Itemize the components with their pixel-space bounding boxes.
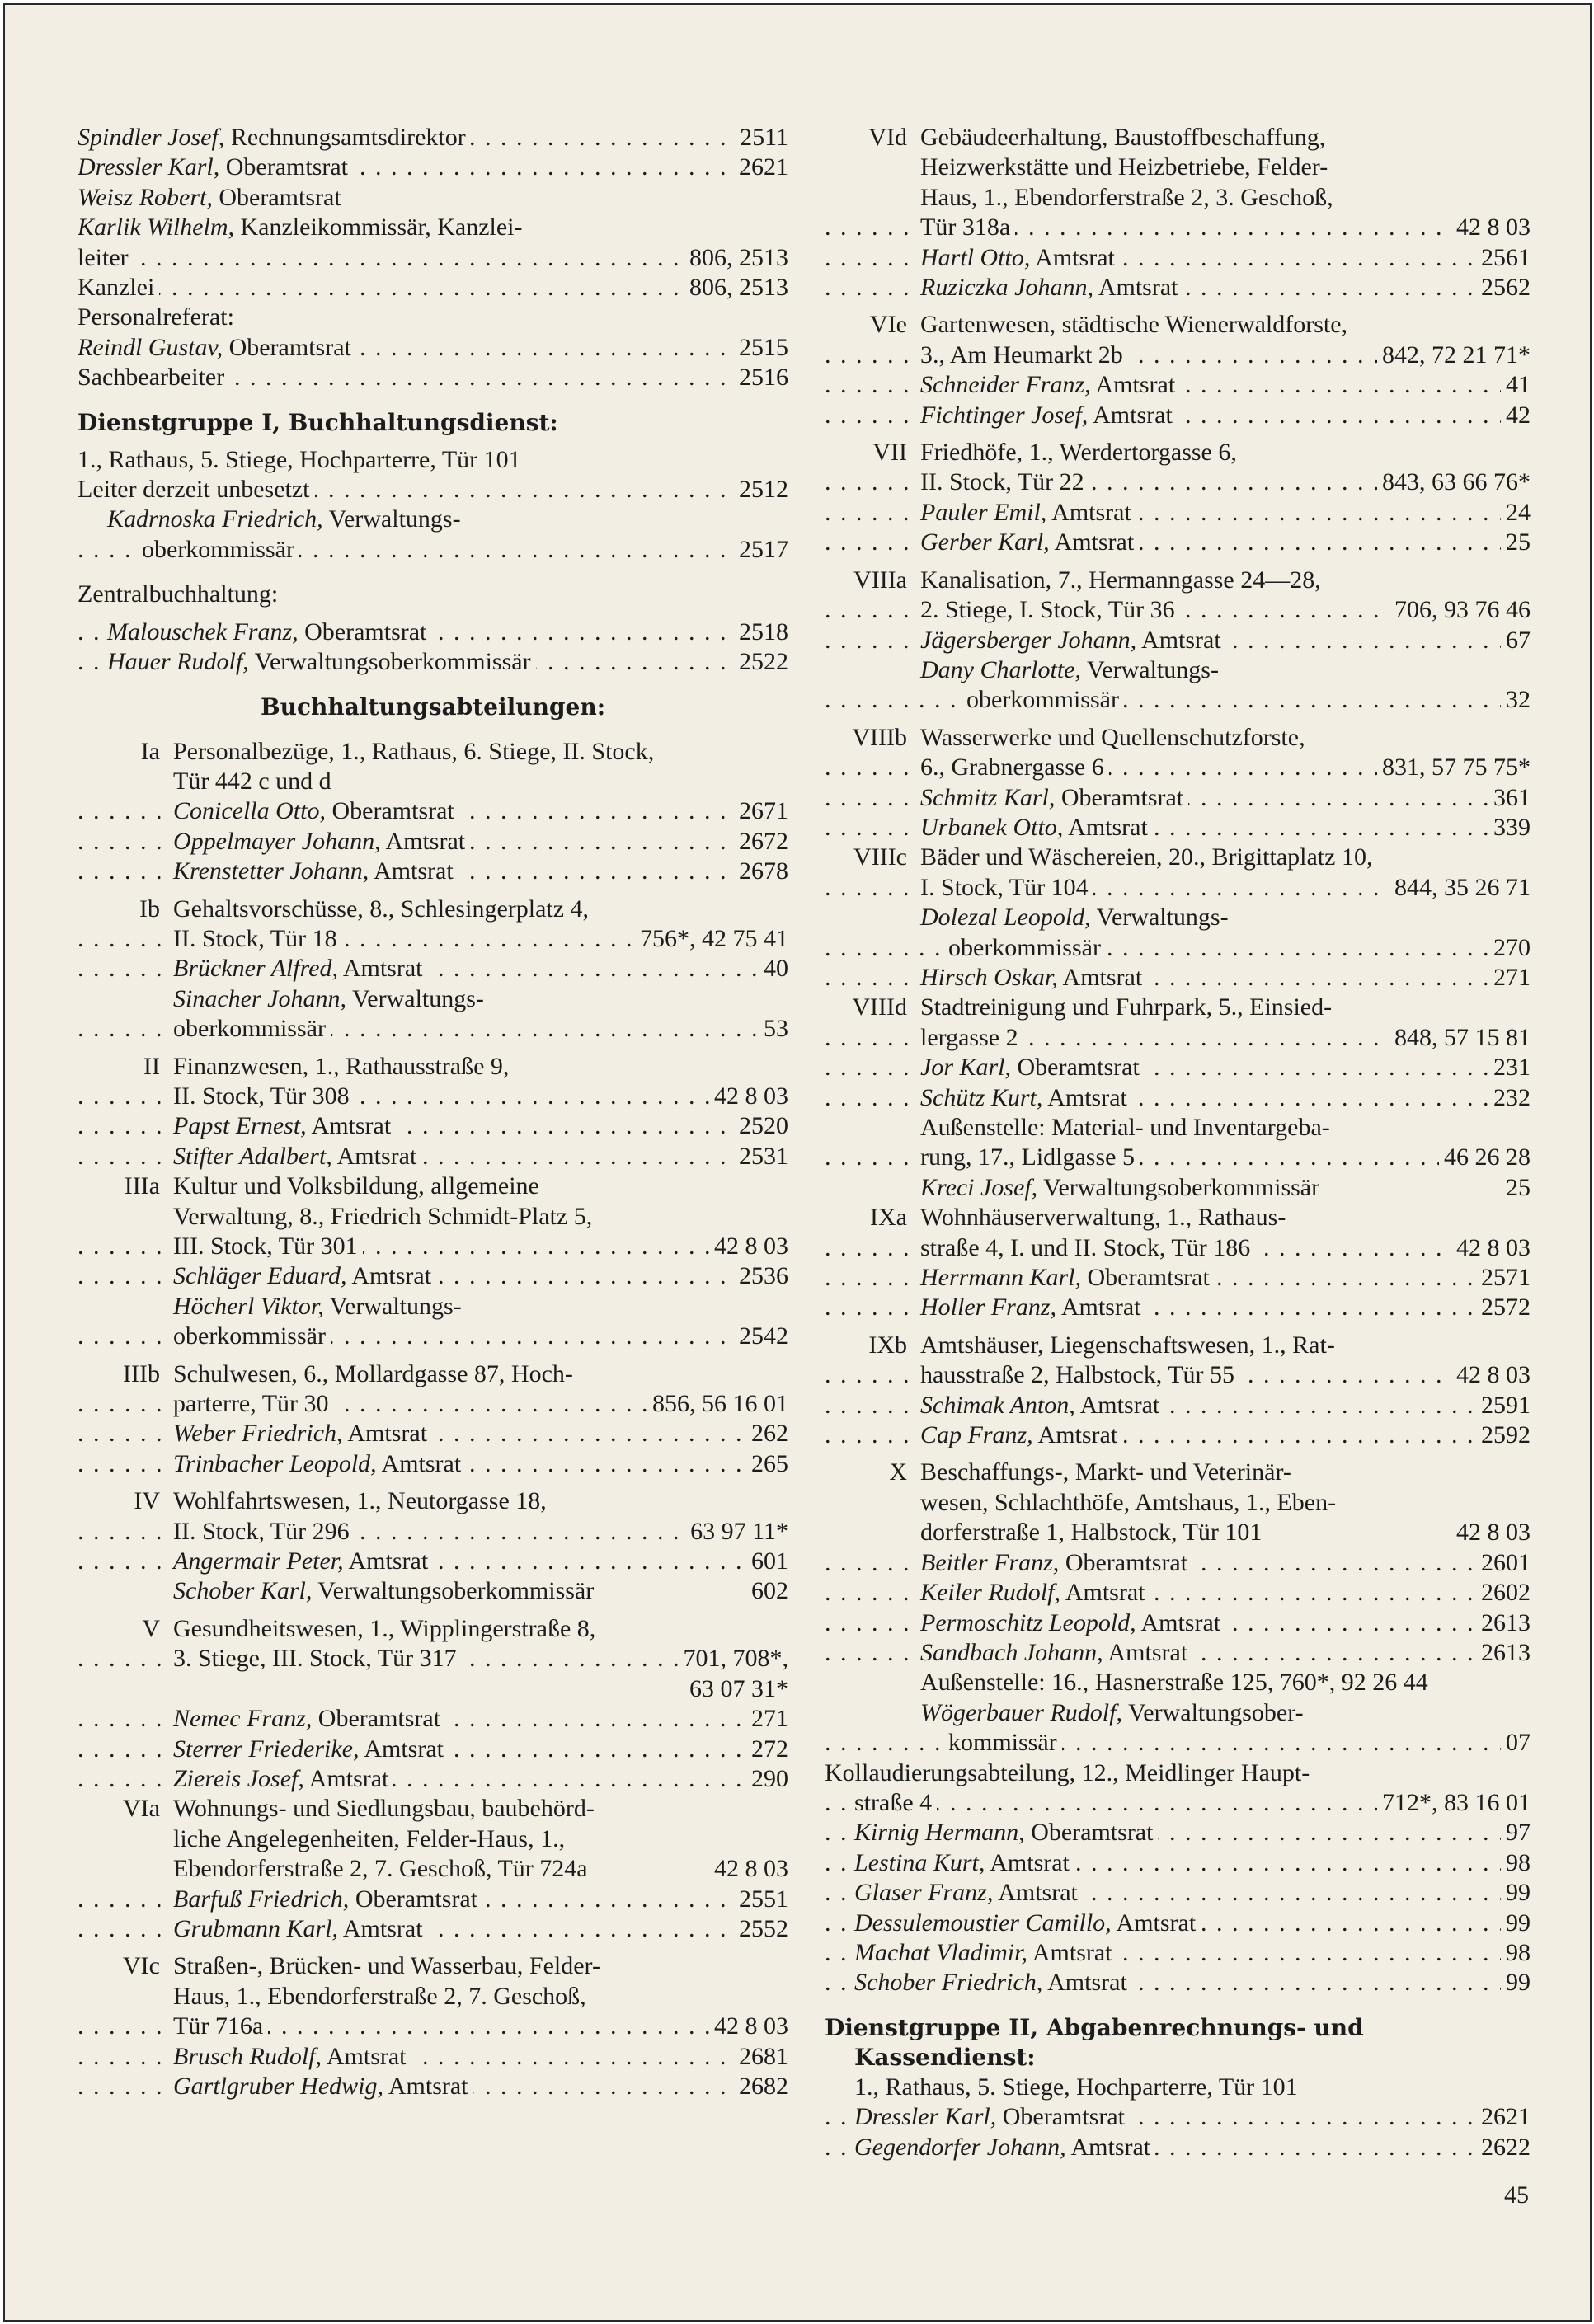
entry-line: Kanzlei 806, 2513 . . .: [78, 273, 788, 303]
department-ib: [78, 894, 788, 1045]
entry-line: Gerber Karl, Amtsrat 25 . . .: [825, 528, 1531, 557]
entry-line: Schmitz Karl, Oberamtsrat 361 . . .: [825, 783, 1531, 813]
entry-line: Cap Franz, Amtsrat 2592 . . .: [825, 1420, 1531, 1450]
entry-line: Gebäudeerhaltung, Baustoffbeschaffung,: [825, 123, 1531, 153]
department-code: IXb: [868, 1331, 907, 1359]
entry-line: 3. Stiege, III. Stock, Tür 317 701, 708*, . . .: [78, 1644, 788, 1674]
entry-line: straße 4, I. und II. Stock, Tür 186 42 8 03 . . .: [825, 1233, 1531, 1263]
department-code: VIIIb: [852, 723, 907, 751]
entry-line: lergasse 2 848, 57 15 81 . . .: [825, 1023, 1531, 1053]
section-heading: Kassendienst:: [854, 2043, 1036, 2071]
entry-line: Keiler Rudolf, Amtsrat 2602 . . .: [825, 1578, 1531, 1608]
entry-line: Außenstelle: Material- und Inventargeba-: [825, 1113, 1531, 1143]
department-code: IIIa: [124, 1172, 160, 1200]
department-iiia: [78, 1171, 788, 1351]
entry-line: Bäder und Wäschereien, 20., Brigittaplatz 10,: [825, 843, 1531, 872]
department-code: X: [889, 1458, 907, 1486]
entry-line: Spindler Josef, Rechnungsamtsdirektor 2511 . . .: [78, 123, 788, 153]
entry-line: Tür 318a 42 8 03 . . .: [825, 213, 1531, 242]
entry-line: Malouschek Franz, Oberamtsrat 2518 . . .: [78, 617, 788, 647]
entry-line: oberkommissär 53 . . .: [78, 1014, 788, 1044]
entry-line: Nemec Franz, Oberamtsrat 271 . . .: [78, 1704, 788, 1734]
department-code: Ib: [139, 894, 160, 923]
entry-line: Urbanek Otto, Amtsrat 339 . . .: [825, 813, 1531, 843]
entry-line: 2. Stiege, I. Stock, Tür 36 706, 93 76 46 . . .: [825, 595, 1531, 625]
department-vii: [825, 438, 1531, 558]
entry-line: III. Stock, Tür 301 42 8 03 . . .: [78, 1232, 788, 1261]
entry-line: Kultur und Volksbildung, allgemeine: [78, 1171, 788, 1201]
department-code: VII: [872, 439, 907, 467]
section-heading: Dienstgruppe II, Abgabenrechnungs- und: [825, 2013, 1364, 2041]
entry-line: Brückner Alfred, Amtsrat 40 . . .: [78, 954, 788, 984]
entry-line: 6., Grabnergasse 6 831, 57 75 75* . . .: [825, 753, 1531, 782]
department-ia: [78, 737, 788, 887]
entry-line: straße 4 712*, 83 16 01 . . .: [825, 1788, 1531, 1818]
entry-line: Fichtinger Josef, Amtsrat 42 . . .: [825, 401, 1531, 430]
entry-line: hausstraße 2, Halbstock, Tür 55 42 8 03 . . .: [825, 1360, 1531, 1390]
entry-line: Krenstetter Johann, Amtsrat 2678 . . .: [78, 857, 788, 886]
entry-line: Verwaltung, 8., Friedrich Schmidt-Platz 5,: [78, 1202, 788, 1232]
section-heading: Dienstgruppe I, Buchhaltungsdienst:: [78, 408, 558, 436]
entry-line: Höcherl Viktor, Verwaltungs-: [78, 1292, 788, 1322]
department-iv: [78, 1486, 788, 1607]
entry-line: II. Stock, Tür 296 63 97 11* . . .: [78, 1517, 788, 1547]
entry-line: I. Stock, Tür 104 844, 35 26 71 . . .: [825, 873, 1531, 903]
entry-line: 1., Rathaus, 5. Stiege, Hochparterre, Tür 101: [825, 2073, 1531, 2102]
department-code: IV: [134, 1487, 160, 1515]
entry-line: oberkommissär 2517 . . .: [78, 535, 788, 565]
department-code: VId: [868, 124, 907, 151]
entry-line: Schläger Eduard, Amtsrat 2536 . . .: [78, 1261, 788, 1291]
entry-line: Jägersberger Johann, Amtsrat 67 . . .: [825, 626, 1531, 655]
department-kollaudierung: [825, 1758, 1531, 1998]
entry-line: Ebendorferstraße 2, 7. Geschoß, Tür 724a 42 8 03: [78, 1854, 788, 1884]
entry-line: Kirnig Hermann, Oberamtsrat 97 . . .: [825, 1818, 1531, 1847]
department-code: VIa: [123, 1795, 160, 1823]
entry-line: Stifter Adalbert, Amtsrat 2531 . . .: [78, 1142, 788, 1171]
entry-line: Finanzwesen, 1., Rathausstraße 9,: [78, 1052, 788, 1082]
entry-line: Zentralbuchhaltung:: [78, 580, 788, 609]
entry-line: 3., Am Heumarkt 2b 842, 72 21 71* . . .: [825, 340, 1531, 370]
department-code: IIIb: [123, 1359, 160, 1387]
entry-line: Straßen-, Brücken- und Wasserbau, Felder-: [78, 1951, 788, 1981]
entry-line: Außenstelle: 16., Hasnerstraße 125, 760*, 92 26 44: [825, 1668, 1531, 1697]
page-number: 45: [1504, 2181, 1529, 2209]
department-ii: [78, 1052, 788, 1172]
entry-line: 63 07 31*: [78, 1674, 788, 1704]
entry-line: Angermair Peter, Amtsrat 601 . . .: [78, 1547, 788, 1576]
entry-line: Schober Karl, Verwaltungsoberkommissär 602: [78, 1576, 788, 1606]
entry-line: Tür 442 c und d: [78, 767, 788, 796]
entry-line: oberkommissär 2542 . . .: [78, 1322, 788, 1351]
entry-line: Beschaffungs-, Markt- und Veterinär-: [825, 1458, 1531, 1487]
entry-line: Amtshäuser, Liegenschaftswesen, 1., Rat-: [825, 1331, 1531, 1360]
department-vid: [825, 123, 1531, 303]
entry-line: Schulwesen, 6., Mollardgasse 87, Hoch-: [78, 1359, 788, 1389]
entry-line: Gehaltsvorschüsse, 8., Schlesingerplatz 4,: [78, 894, 788, 924]
department-code: II: [143, 1052, 160, 1080]
entry-line: Leiter derzeit unbesetzt 2512 . . .: [78, 475, 788, 505]
entry-line: Gartlgruber Hedwig, Amtsrat 2682 . . .: [78, 2072, 788, 2101]
entry-line: Jor Karl, Oberamtsrat 231 . . .: [825, 1053, 1531, 1082]
entry-line: Sterrer Friederike, Amtsrat 272 . . .: [78, 1735, 788, 1764]
entry-line: Tür 716a 42 8 03 . . .: [78, 2012, 788, 2041]
entry-line: Hirsch Oskar, Amtsrat 271 . . .: [825, 963, 1531, 993]
department-code: V: [142, 1614, 160, 1642]
entry-line: Sachbearbeiter 2516 . . .: [78, 363, 788, 392]
entry-line: Barfuß Friedrich, Oberamtsrat 2551 . . .: [78, 1885, 788, 1914]
entry-line: Beitler Franz, Oberamtsrat 2601 . . .: [825, 1548, 1531, 1578]
section-heading: Buchhaltungsabteilungen:: [260, 693, 606, 721]
department-code: IXa: [870, 1204, 907, 1232]
department-viiib: [825, 723, 1531, 843]
entry-line: Kanalisation, 7., Hermanngasse 24—28,: [825, 566, 1531, 595]
department-ixa: [825, 1203, 1531, 1323]
entry-line: II. Stock, Tür 22 843, 63 66 76* . . .: [825, 467, 1531, 497]
entry-line: wesen, Schlachthöfe, Amtshaus, 1., Eben-: [825, 1488, 1531, 1518]
entry-line: Sandbach Johann, Amtsrat 2613 . . .: [825, 1638, 1531, 1668]
entry-line: Dressler Karl, Oberamtsrat 2621 . . .: [825, 2102, 1531, 2132]
entry-line: II. Stock, Tür 308 42 8 03 . . .: [78, 1082, 788, 1111]
entry-line: kommissär 07 . . .: [825, 1728, 1531, 1758]
entry-line: Gesundheitswesen, 1., Wipplingerstraße 8,: [78, 1614, 788, 1644]
entry-line: oberkommissär 270 . . .: [825, 933, 1531, 963]
entry-line: rung, 17., Lidlgasse 5 46 26 28 . . .: [825, 1143, 1531, 1172]
right-column: [825, 123, 1531, 2162]
department-viiid: [825, 993, 1531, 1203]
department-code: VIe: [870, 311, 907, 339]
department-code: Ia: [140, 737, 160, 765]
entry-line: Friedhöfe, 1., Werdertorgasse 6,: [825, 438, 1531, 467]
entry-line: oberkommissär 32 . . .: [825, 685, 1531, 715]
entry-line: Brusch Rudolf, Amtsrat 2681 . . .: [78, 2042, 788, 2072]
entry-line: Schütz Kurt, Amtsrat 232 . . .: [825, 1083, 1531, 1113]
entry-line: Grubmann Karl, Amtsrat 2552 . . .: [78, 1914, 788, 1944]
entry-line: Lestina Kurt, Amtsrat 98 . . .: [825, 1848, 1531, 1878]
entry-line: Holler Franz, Amtsrat 2572 . . .: [825, 1293, 1531, 1322]
entry-line: Sinacher Johann, Verwaltungs-: [78, 984, 788, 1014]
entry-line: Wögerbauer Rudolf, Verwaltungsober-: [825, 1698, 1531, 1728]
entry-line: Wohnhäuserverwaltung, 1., Rathaus-: [825, 1203, 1531, 1232]
entry-line: Wohnungs- und Siedlungsbau, baubehörd-: [78, 1794, 788, 1824]
department-code: VIc: [123, 1952, 160, 1980]
entry-line: Conicella Otto, Oberamtsrat 2671 . . .: [78, 796, 788, 826]
department-vie: [825, 310, 1531, 430]
department-viiic: [825, 843, 1531, 993]
department-ixb: [825, 1331, 1531, 1451]
entry-line: II. Stock, Tür 18 756*, 42 75 41 . . .: [78, 924, 788, 954]
entry-line: Ruziczka Johann, Amtsrat 2562 . . .: [825, 273, 1531, 303]
department-viiia: [825, 566, 1531, 716]
entry-line: Schober Friedrich, Amtsrat 99 . . .: [825, 1968, 1531, 1998]
entry-line: Ziereis Josef, Amtsrat 290 . . .: [78, 1764, 788, 1794]
entry-line: Personalbezüge, 1., Rathaus, 6. Stiege, II. Stock,: [78, 737, 788, 767]
entry-line: leiter 806, 2513 . . .: [78, 243, 788, 273]
department-via: [78, 1794, 788, 1944]
entry-line: Glaser Franz, Amtsrat 99 . . .: [825, 1878, 1531, 1908]
entry-line: Dolezal Leopold, Verwaltungs-: [825, 903, 1531, 932]
entry-line: Wohlfahrtswesen, 1., Neutorgasse 18,: [78, 1486, 788, 1516]
entry-line: Schimak Anton, Amtsrat 2591 . . .: [825, 1391, 1531, 1420]
entry-line: Gegendorfer Johann, Amtsrat 2622 . . .: [825, 2133, 1531, 2162]
entry-line: Oppelmayer Johann, Amtsrat 2672 . . .: [78, 827, 788, 857]
entry-line: Stadtreinigung und Fuhrpark, 5., Einsied-: [825, 993, 1531, 1022]
entry-line: Karlik Wilhelm, Kanzleikommissär, Kanzlei-: [78, 213, 788, 242]
entry-line: Reindl Gustav, Oberamtsrat 2515 . . .: [78, 333, 788, 363]
department-x: [825, 1458, 1531, 1758]
entry-line: dorferstraße 1, Halbstock, Tür 101 42 8 03: [825, 1518, 1531, 1547]
entry-line: Trinbacher Leopold, Amtsrat 265 . . .: [78, 1449, 788, 1479]
department-code: VIIIa: [853, 566, 907, 594]
left-column: [78, 123, 788, 2101]
department-dienstgruppe-ii: [825, 2073, 1531, 2162]
entry-line: Kreci Josef, Verwaltungsoberkommissär 25: [825, 1173, 1531, 1203]
entry-line: Hartl Otto, Amtsrat 2561 . . .: [825, 243, 1531, 273]
entry-line: Haus, 1., Ebendorferstraße 2, 3. Geschoß,: [825, 183, 1531, 213]
department-iiib: [78, 1359, 788, 1480]
entry-line: Wasserwerke und Quellenschutzforste,: [825, 723, 1531, 753]
entry-line: Heizwerkstätte und Heizbetriebe, Felder-: [825, 153, 1531, 182]
entry-line: Haus, 1., Ebendorferstraße 2, 7. Geschoß,: [78, 1982, 788, 2012]
entry-line: Dressler Karl, Oberamtsrat 2621 . . .: [78, 153, 788, 182]
entry-line: Papst Ernest, Amtsrat 2520 . . .: [78, 1111, 788, 1141]
entry-line: Pauler Emil, Amtsrat 24 . . .: [825, 498, 1531, 528]
entry-line: Dessulemoustier Camillo, Amtsrat 99 . . .: [825, 1908, 1531, 1938]
entry-line: Kollaudierungsabteilung, 12., Meidlinger Haupt-: [825, 1758, 1531, 1788]
entry-line: Schneider Franz, Amtsrat 41 . . .: [825, 370, 1531, 400]
entry-line: Personalreferat:: [78, 303, 788, 332]
department-v: [78, 1614, 788, 1794]
entry-line: liche Angelegenheiten, Felder-Haus, 1.,: [78, 1824, 788, 1854]
entry-line: Hauer Rudolf, Verwaltungsoberkommissär 2522 . . .: [78, 647, 788, 677]
entry-line: parterre, Tür 30 856, 56 16 01 . . .: [78, 1389, 788, 1419]
entry-line: 1., Rathaus, 5. Stiege, Hochparterre, Tür 101: [78, 445, 788, 475]
entry-line: Gartenwesen, städtische Wienerwaldforste,: [825, 310, 1531, 340]
department-code: VIIIc: [853, 843, 907, 871]
entry-line: Kadrnoska Friedrich, Verwaltungs-: [78, 505, 788, 534]
entry-line: Weber Friedrich, Amtsrat 262 . . .: [78, 1419, 788, 1448]
directory-page: [3, 3, 1592, 2322]
entry-line: Machat Vladimir, Amtsrat 98 . . .: [825, 1938, 1531, 1968]
entry-line: Herrmann Karl, Oberamtsrat 2571 . . .: [825, 1263, 1531, 1293]
department-vic: [78, 1951, 788, 2101]
entry-line: Weisz Robert, Oberamtsrat: [78, 183, 788, 213]
department-code: VIIId: [852, 993, 907, 1021]
entry-line: Dany Charlotte, Verwaltungs-: [825, 655, 1531, 685]
entry-line: Permoschitz Leopold, Amtsrat 2613 . . .: [825, 1608, 1531, 1638]
